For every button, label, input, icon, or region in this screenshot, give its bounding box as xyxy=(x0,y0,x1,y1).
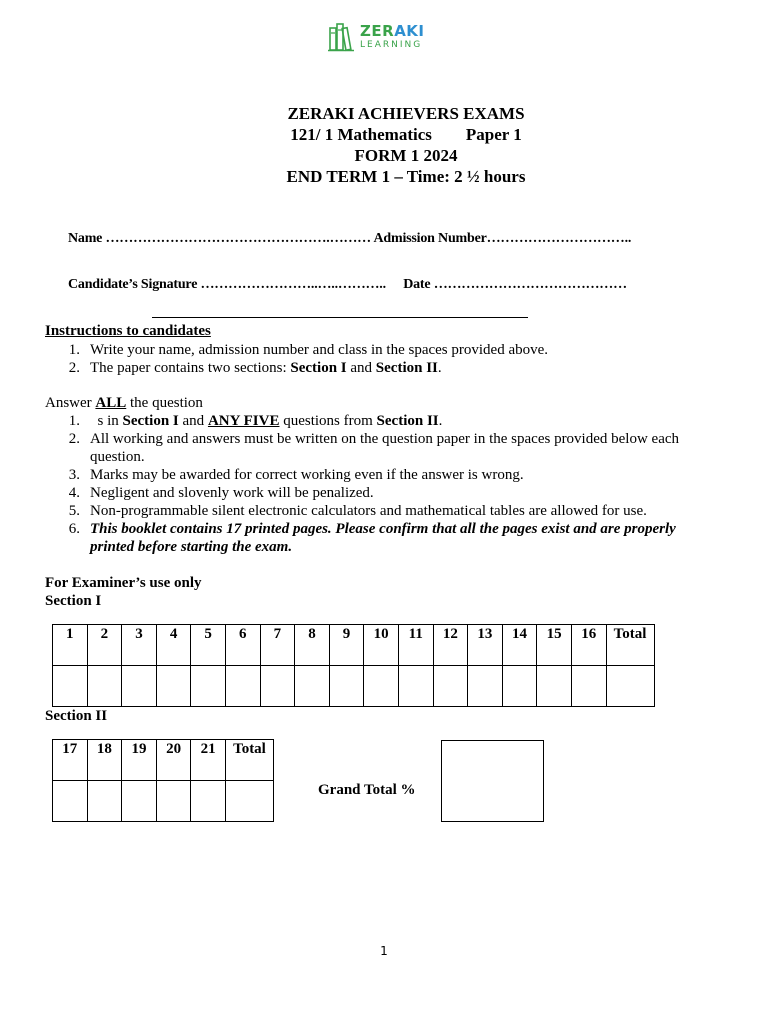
mark-cell[interactable] xyxy=(329,666,364,707)
column-header: 6 xyxy=(225,625,260,666)
item-text: This booklet contains 17 printed pages. Please confirm that all the pages exist and are properly printed before starting the exam. xyxy=(90,521,676,555)
signature-label: Candidate’s Signature ……………………..…..……….. xyxy=(68,277,390,292)
column-header: 14 xyxy=(502,625,537,666)
mark-cell[interactable] xyxy=(191,781,226,822)
column-header: Total xyxy=(606,625,654,666)
item-text: Marks may be awarded for correct working even if the answer is wrong. xyxy=(90,467,524,483)
list-item xyxy=(45,502,690,520)
column-header: 3 xyxy=(122,625,157,666)
instructions-heading: Instructions to candidates xyxy=(45,323,211,339)
mark-cell[interactable] xyxy=(260,666,295,707)
logo-text-part2: AKI xyxy=(394,22,425,40)
item-number: 5. xyxy=(68,503,80,519)
logo-text-part1: ZER xyxy=(360,22,395,40)
date-label: Date …………………………………… xyxy=(403,277,627,292)
section2-label: Section II xyxy=(45,708,108,724)
column-header: 5 xyxy=(191,625,226,666)
books-icon xyxy=(328,22,356,52)
instructions-list-2 xyxy=(45,412,690,556)
item-number: 3. xyxy=(68,467,80,483)
mark-cell[interactable] xyxy=(53,666,88,707)
column-header: 10 xyxy=(364,625,399,666)
item-text: All working and answers must be written on the question paper in the spaces provided below each question. xyxy=(90,431,680,465)
item-text: Negligent and slovenly work will be penalized. xyxy=(90,485,374,501)
column-header: 12 xyxy=(433,625,468,666)
column-header: 15 xyxy=(537,625,572,666)
column-header: 18 xyxy=(87,740,122,781)
column-header: 20 xyxy=(156,740,191,781)
mark-cell[interactable] xyxy=(225,781,273,822)
item-text: Write your name, admission number and class in the spaces provided above. xyxy=(90,342,549,358)
mark-cell[interactable] xyxy=(433,666,468,707)
column-header: 21 xyxy=(191,740,226,781)
column-header: 2 xyxy=(87,625,122,666)
instructions-list-1 xyxy=(45,341,690,377)
section1-label: Section I xyxy=(45,593,102,609)
list-item xyxy=(45,466,690,484)
mark-cell[interactable] xyxy=(191,666,226,707)
name-admission-field: Name ………………………………………….……… Admission Number………………………….. xyxy=(68,231,632,246)
column-header: 7 xyxy=(260,625,295,666)
list-item xyxy=(45,412,690,430)
grand-total-box[interactable] xyxy=(441,740,544,822)
column-header: 8 xyxy=(295,625,330,666)
exam-title: ZERAKI ACHIEVERS EXAMS xyxy=(287,104,525,123)
mark-cell[interactable] xyxy=(122,666,157,707)
examiner-heading: For Examiner’s use only xyxy=(45,575,202,591)
section1-marks-table xyxy=(52,624,655,707)
mark-cell[interactable] xyxy=(53,781,88,822)
signature-field xyxy=(68,277,627,293)
column-header: 16 xyxy=(571,625,606,666)
mark-cell[interactable] xyxy=(606,666,654,707)
item-number: 2. xyxy=(68,360,80,376)
zeraki-logo xyxy=(328,22,425,52)
list-item xyxy=(45,341,690,359)
mark-cell[interactable] xyxy=(502,666,537,707)
column-header: 1 xyxy=(53,625,88,666)
mark-cell[interactable] xyxy=(295,666,330,707)
exam-subject-line xyxy=(0,125,768,145)
item-number: 6. xyxy=(68,521,80,537)
mark-cell[interactable] xyxy=(571,666,606,707)
mark-cell[interactable] xyxy=(156,781,191,822)
column-header: 19 xyxy=(122,740,157,781)
grand-total-label: Grand Total % xyxy=(318,782,416,798)
item-text: s in Section I and ANY FIVE questions from Section II. xyxy=(90,413,443,429)
mark-cell[interactable] xyxy=(537,666,572,707)
form-year: FORM 1 2024 xyxy=(354,146,458,165)
divider-line xyxy=(152,317,528,318)
item-number: 4. xyxy=(68,485,80,501)
logo-subtext: LEARNING xyxy=(360,40,423,50)
column-header: 13 xyxy=(468,625,503,666)
column-header: 9 xyxy=(329,625,364,666)
subject-code: 121/ 1 Mathematics xyxy=(290,125,432,144)
mark-cell[interactable] xyxy=(156,666,191,707)
mark-cell[interactable] xyxy=(398,666,433,707)
term-time: END TERM 1 – Time: 2 ½ hours xyxy=(286,167,526,186)
mark-cell[interactable] xyxy=(87,781,122,822)
item-number: 1. xyxy=(68,413,80,429)
column-header: 11 xyxy=(398,625,433,666)
list-item xyxy=(45,430,690,466)
list-item xyxy=(45,520,690,556)
page-number: 1 xyxy=(380,944,388,958)
item-text: Non-programmable silent electronic calculators and mathematical tables are allowed for use. xyxy=(90,503,647,519)
item-text: The paper contains two sections: Section I and Section II. xyxy=(90,360,442,376)
mark-cell[interactable] xyxy=(364,666,399,707)
section2-marks-table xyxy=(52,739,274,822)
mark-cell[interactable] xyxy=(225,666,260,707)
column-header: 17 xyxy=(53,740,88,781)
mark-cell[interactable] xyxy=(468,666,503,707)
list-item xyxy=(45,484,690,502)
list-item xyxy=(45,359,690,377)
mark-cell[interactable] xyxy=(122,781,157,822)
paper-label: Paper 1 xyxy=(465,125,522,144)
column-header: Total xyxy=(225,740,273,781)
column-header: 4 xyxy=(156,625,191,666)
mark-cell[interactable] xyxy=(87,666,122,707)
answer-instruction: Answer ALL the question xyxy=(45,395,203,411)
item-number: 2. xyxy=(68,431,80,447)
item-number: 1. xyxy=(68,342,80,358)
